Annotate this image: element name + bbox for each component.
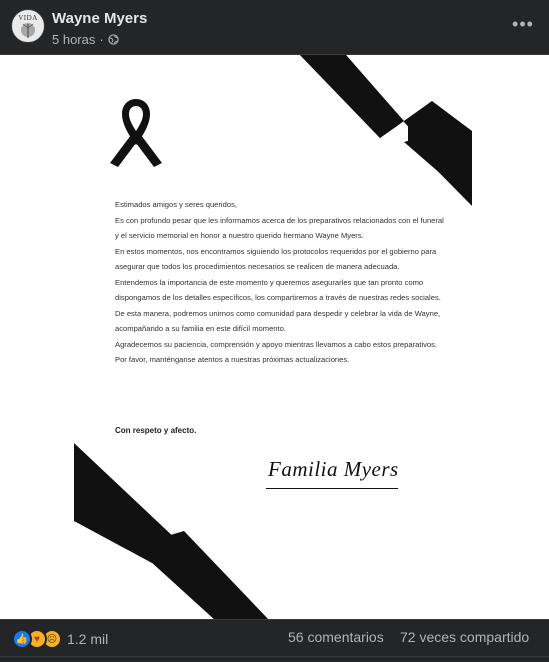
care-icon: ♥: [27, 629, 47, 649]
sad-icon: ☹: [42, 629, 62, 649]
letter-paragraph: Entendemos la importancia de este momento y queremos asegurarles que tan pronto como dispongamos de los detalles específicos, los compartiremos a través de nuestras redes sociales. De esta manera, podremos unirnos como comunidad para despedir y celebrar la vida de Wayne, acompañando a su familia en este difícil momento.: [115, 277, 441, 333]
meta-separator: ·: [99, 32, 104, 47]
shares-count[interactable]: 72 veces compartido: [400, 629, 530, 645]
avatar-text: VIDA: [18, 14, 38, 22]
letter-closing: Con respeto y afecto.: [115, 426, 197, 435]
reaction-count[interactable]: 1.2 mil: [67, 631, 109, 647]
globe-icon[interactable]: [108, 34, 119, 45]
letter-paragraph: Agradecemos su paciencia, comprensión y apoyo mientras llevamos a cabo estos preparativos. Por favor, manténganse atentos a nuestras próximas actualizaciones.: [115, 339, 438, 364]
more-options-button[interactable]: •••: [512, 13, 534, 34]
like-icon: 👍: [12, 629, 32, 649]
letter-paragraph: Es con profundo pesar que les informamos acerca de los preparativos relacionados con el funeral y el servicio memorial en honor a nuestro querido hermano Wayne Myers.: [115, 215, 444, 240]
post-meta: [52, 32, 119, 47]
letter-paragraph: En estos momentos, nos encontramos siguiendo los protocolos requeridos por el gobierno para asegurar que todos los procedimientos necesarios se realicen de manera adecuada.: [115, 246, 437, 271]
post-time[interactable]: 5 horas: [52, 32, 96, 47]
author-avatar[interactable]: [11, 9, 45, 43]
mourning-ribbon-icon: [110, 99, 162, 167]
letter-body: [115, 197, 447, 368]
action-bar-divider: [0, 656, 549, 662]
post-image[interactable]: [0, 54, 549, 620]
letter-signature: Familia Myers: [268, 457, 399, 481]
author-name[interactable]: Wayne Myers: [52, 10, 148, 27]
letter-greeting: Estimados amigos y seres queridos,: [115, 200, 237, 209]
reactions-summary[interactable]: [12, 629, 108, 649]
signature-underline: [266, 488, 398, 489]
comments-count[interactable]: 56 comentarios: [288, 629, 384, 645]
post-header: [0, 0, 549, 54]
post-footer: [0, 620, 549, 656]
